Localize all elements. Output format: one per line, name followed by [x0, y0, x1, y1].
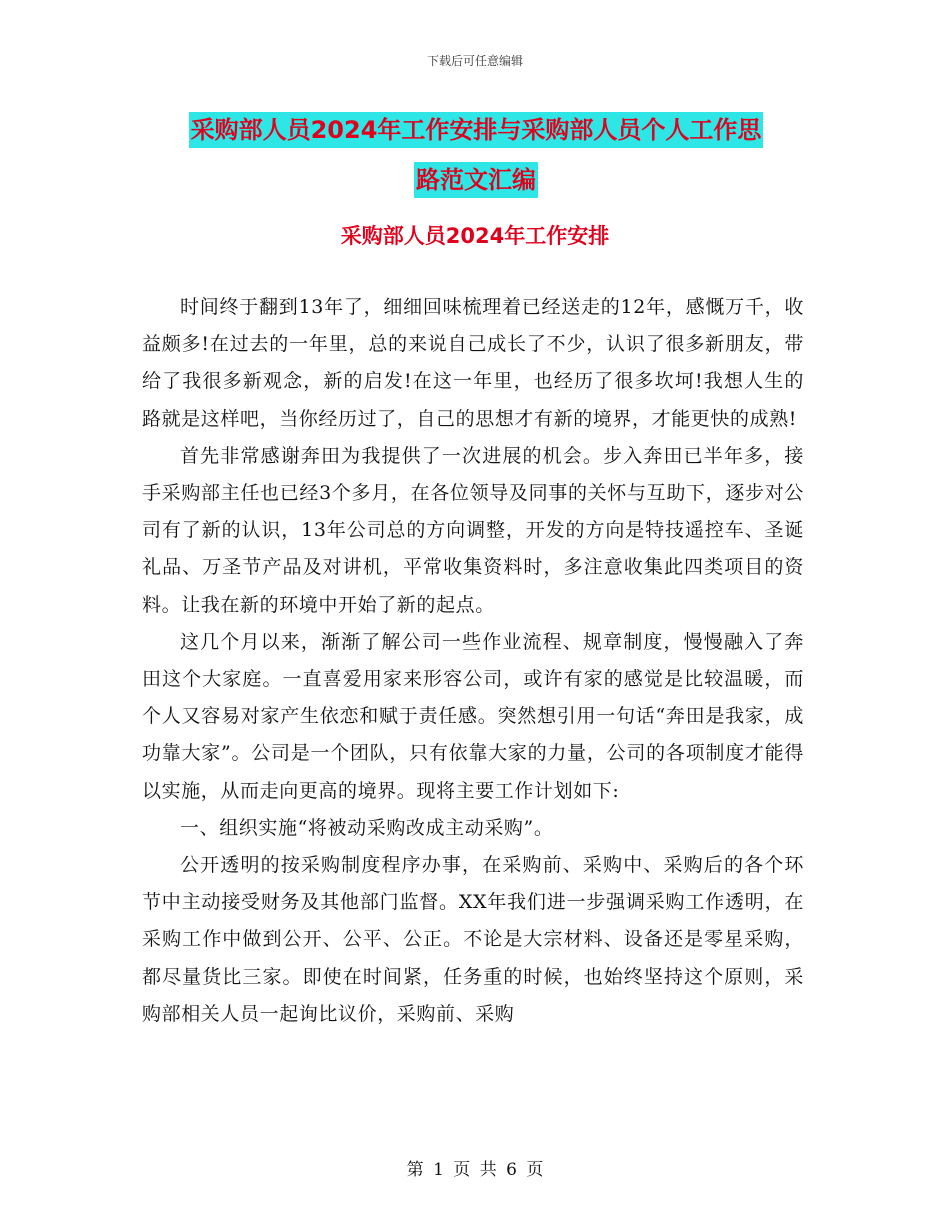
paragraph: 首先非常感谢奔田为我提供了一次进展的机会。步入奔田已半年多，接手采购部主任也已经3个多月，在各位领导及同事的关怀与互助下，逐步对公司有了新的认识，13年公司总的方向调整，开发的方向是特技遥控车、圣诞礼品、万圣节产品及对讲机，平常收集资料时，多注意收集此四类项目的资料。让我在新的环境中开始了新的起点。 — [142, 444, 804, 616]
document-title — [142, 112, 810, 198]
paragraph: 公开透明的按采购制度程序办事，在采购前、采购中、采购后的各个环节中主动接受财务及其他部门监督。XX年我们进一步强调采购工作透明，在采购工作中做到公开、公平、公正。不论是大宗材料、设备还是零星采购，都尽量货比三家。即使在时间紧，任务重的时候，也始终坚持这个原则，采购部相关人员一起询比议价，采购前、采购 — [142, 854, 804, 1025]
document-body — [142, 289, 804, 1033]
page-header-note: 下载后可任意编辑 — [426, 54, 523, 68]
page-footer: 第 1 页 共 6 页 — [406, 1160, 544, 1180]
section-title: 采购部人员2024年工作安排 — [340, 224, 610, 248]
paragraph: 一、组织实施“将被动采购改成主动采购”。 — [180, 816, 554, 839]
paragraph: 这几个月以来，渐渐了解公司一些作业流程、规章制度，慢慢融入了奔田这个大家庭。一直喜爱用家来形容公司，或许有家的感觉是比较温暖，而个人又容易对家产生依恋和赋于责任感。突然想引用一句话“奔田是我家，成功靠大家”。公司是一个团队，只有依靠大家的力量，公司的各项制度才能得以实施，从而走向更高的境界。现将主要工作计划如下: — [142, 630, 804, 802]
document-title-line-1: 采购部人员2024年工作安排与采购部人员个人工作思 — [189, 112, 764, 148]
paragraph: 时间终于翻到13年了，细细回味梳理着已经送走的12年，感慨万千，收益颇多!在过去的一年里，总的来说自己成长了不少，认识了很多新朋友，带给了我很多新观念，新的启发!在这一年里，也经历了很多坎坷!我想人生的路就是这样吧，当你经历过了，自己的思想才有新的境界，才能更快的成熟! — [142, 296, 804, 430]
document-title-line-2: 路范文汇编 — [414, 162, 538, 198]
